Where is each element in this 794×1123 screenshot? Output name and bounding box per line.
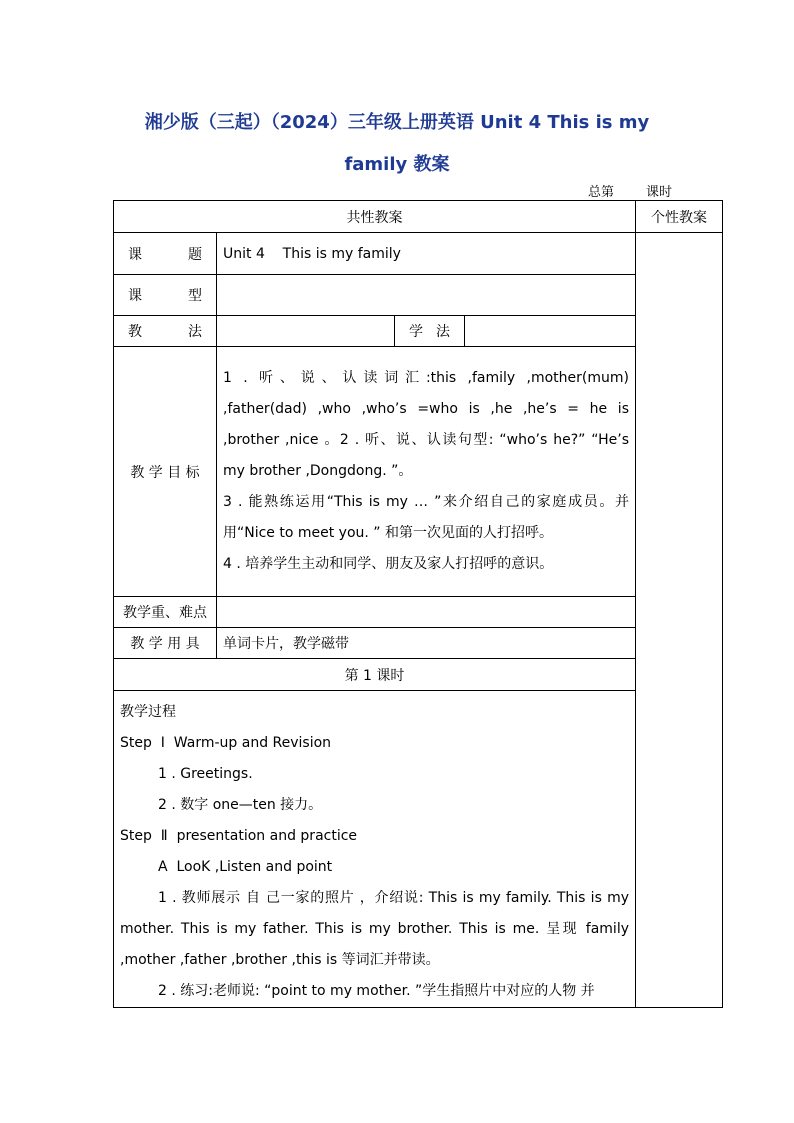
topic-value: Unit 4 This is my family <box>217 233 636 275</box>
teaching-process <box>114 691 636 1008</box>
page-title-line1: 湘少版（三起）（2024）三年级上册英语 Unit 4 This is my <box>144 112 650 133</box>
step2-subheading: A LooK ,Listen and point <box>158 859 333 875</box>
common-plan-header: 共性教案 <box>114 201 636 233</box>
key-points-label: 教学重、难点 <box>114 597 217 628</box>
personal-plan-column <box>636 233 723 1008</box>
method-value <box>217 316 395 347</box>
method-label: 教 法 <box>114 316 217 347</box>
learn-label: 学 法 <box>395 316 465 347</box>
topic-label: 课 题 <box>114 233 217 275</box>
lesson-counter <box>588 181 672 200</box>
tools-label: 教 学 用 具 <box>114 628 217 659</box>
step1-item-b: 2 . 数字 one—ten 接力。 <box>158 797 323 813</box>
goals-content <box>217 347 636 597</box>
lesson-plan-table <box>113 200 723 1008</box>
goal-item-3: 4 . 培养学生主动和同学、朋友及家人打招呼的意识。 <box>223 556 554 572</box>
step1-heading: Step Ⅰ Warm-up and Revision <box>120 735 332 751</box>
type-label: 课 型 <box>114 275 217 316</box>
step2-item-1: 1 . 教师展示 自 己一家的照片 ，介绍说: This is my family. This is my mother. This is my father. This is my brother. This is me. 呈现 family ,mother ,father ,brother ,this is 等词汇并带读。 <box>120 890 629 968</box>
period-header: 第 1 课时 <box>114 659 636 691</box>
step2-item-2: 2 . 练习:老师说: “point to my mother. ”学生指照片中对应的人物 并 <box>158 983 595 999</box>
learn-value <box>465 316 636 347</box>
step2-heading: Step Ⅱ presentation and practice <box>120 828 358 844</box>
tools-value: 单词卡片，教学磁带 <box>217 628 636 659</box>
goal-item-2: 3 . 能熟练运用“This is my … ”来介绍自己的家庭成员。并用“Nice to meet you. ” 和第一次见面的人打招呼。 <box>223 494 629 541</box>
goals-label: 教 学 目 标 <box>114 347 217 597</box>
goal-item-1: 1 . 听、说、认读词汇:this ,family ,mother(mum) ,father(dad) ,who ,who’s =who is ,he ,he’s = he is ,brother ,nice 。2 . 听、说、认读句型: “who’s he?” “He’s my brother ,Dongdong. ”。 <box>223 370 629 479</box>
lesson-total-label: 总第 <box>588 185 615 200</box>
personal-plan-header: 个性教案 <box>636 201 723 233</box>
step1-item-a: 1 . Greetings. <box>158 766 253 782</box>
key-points-value <box>217 597 636 628</box>
lesson-unit-label: 课时 <box>646 185 673 200</box>
page-title-line2: family 教案 <box>344 154 450 175</box>
type-value <box>217 275 636 316</box>
process-heading: 教学过程 <box>120 704 176 720</box>
